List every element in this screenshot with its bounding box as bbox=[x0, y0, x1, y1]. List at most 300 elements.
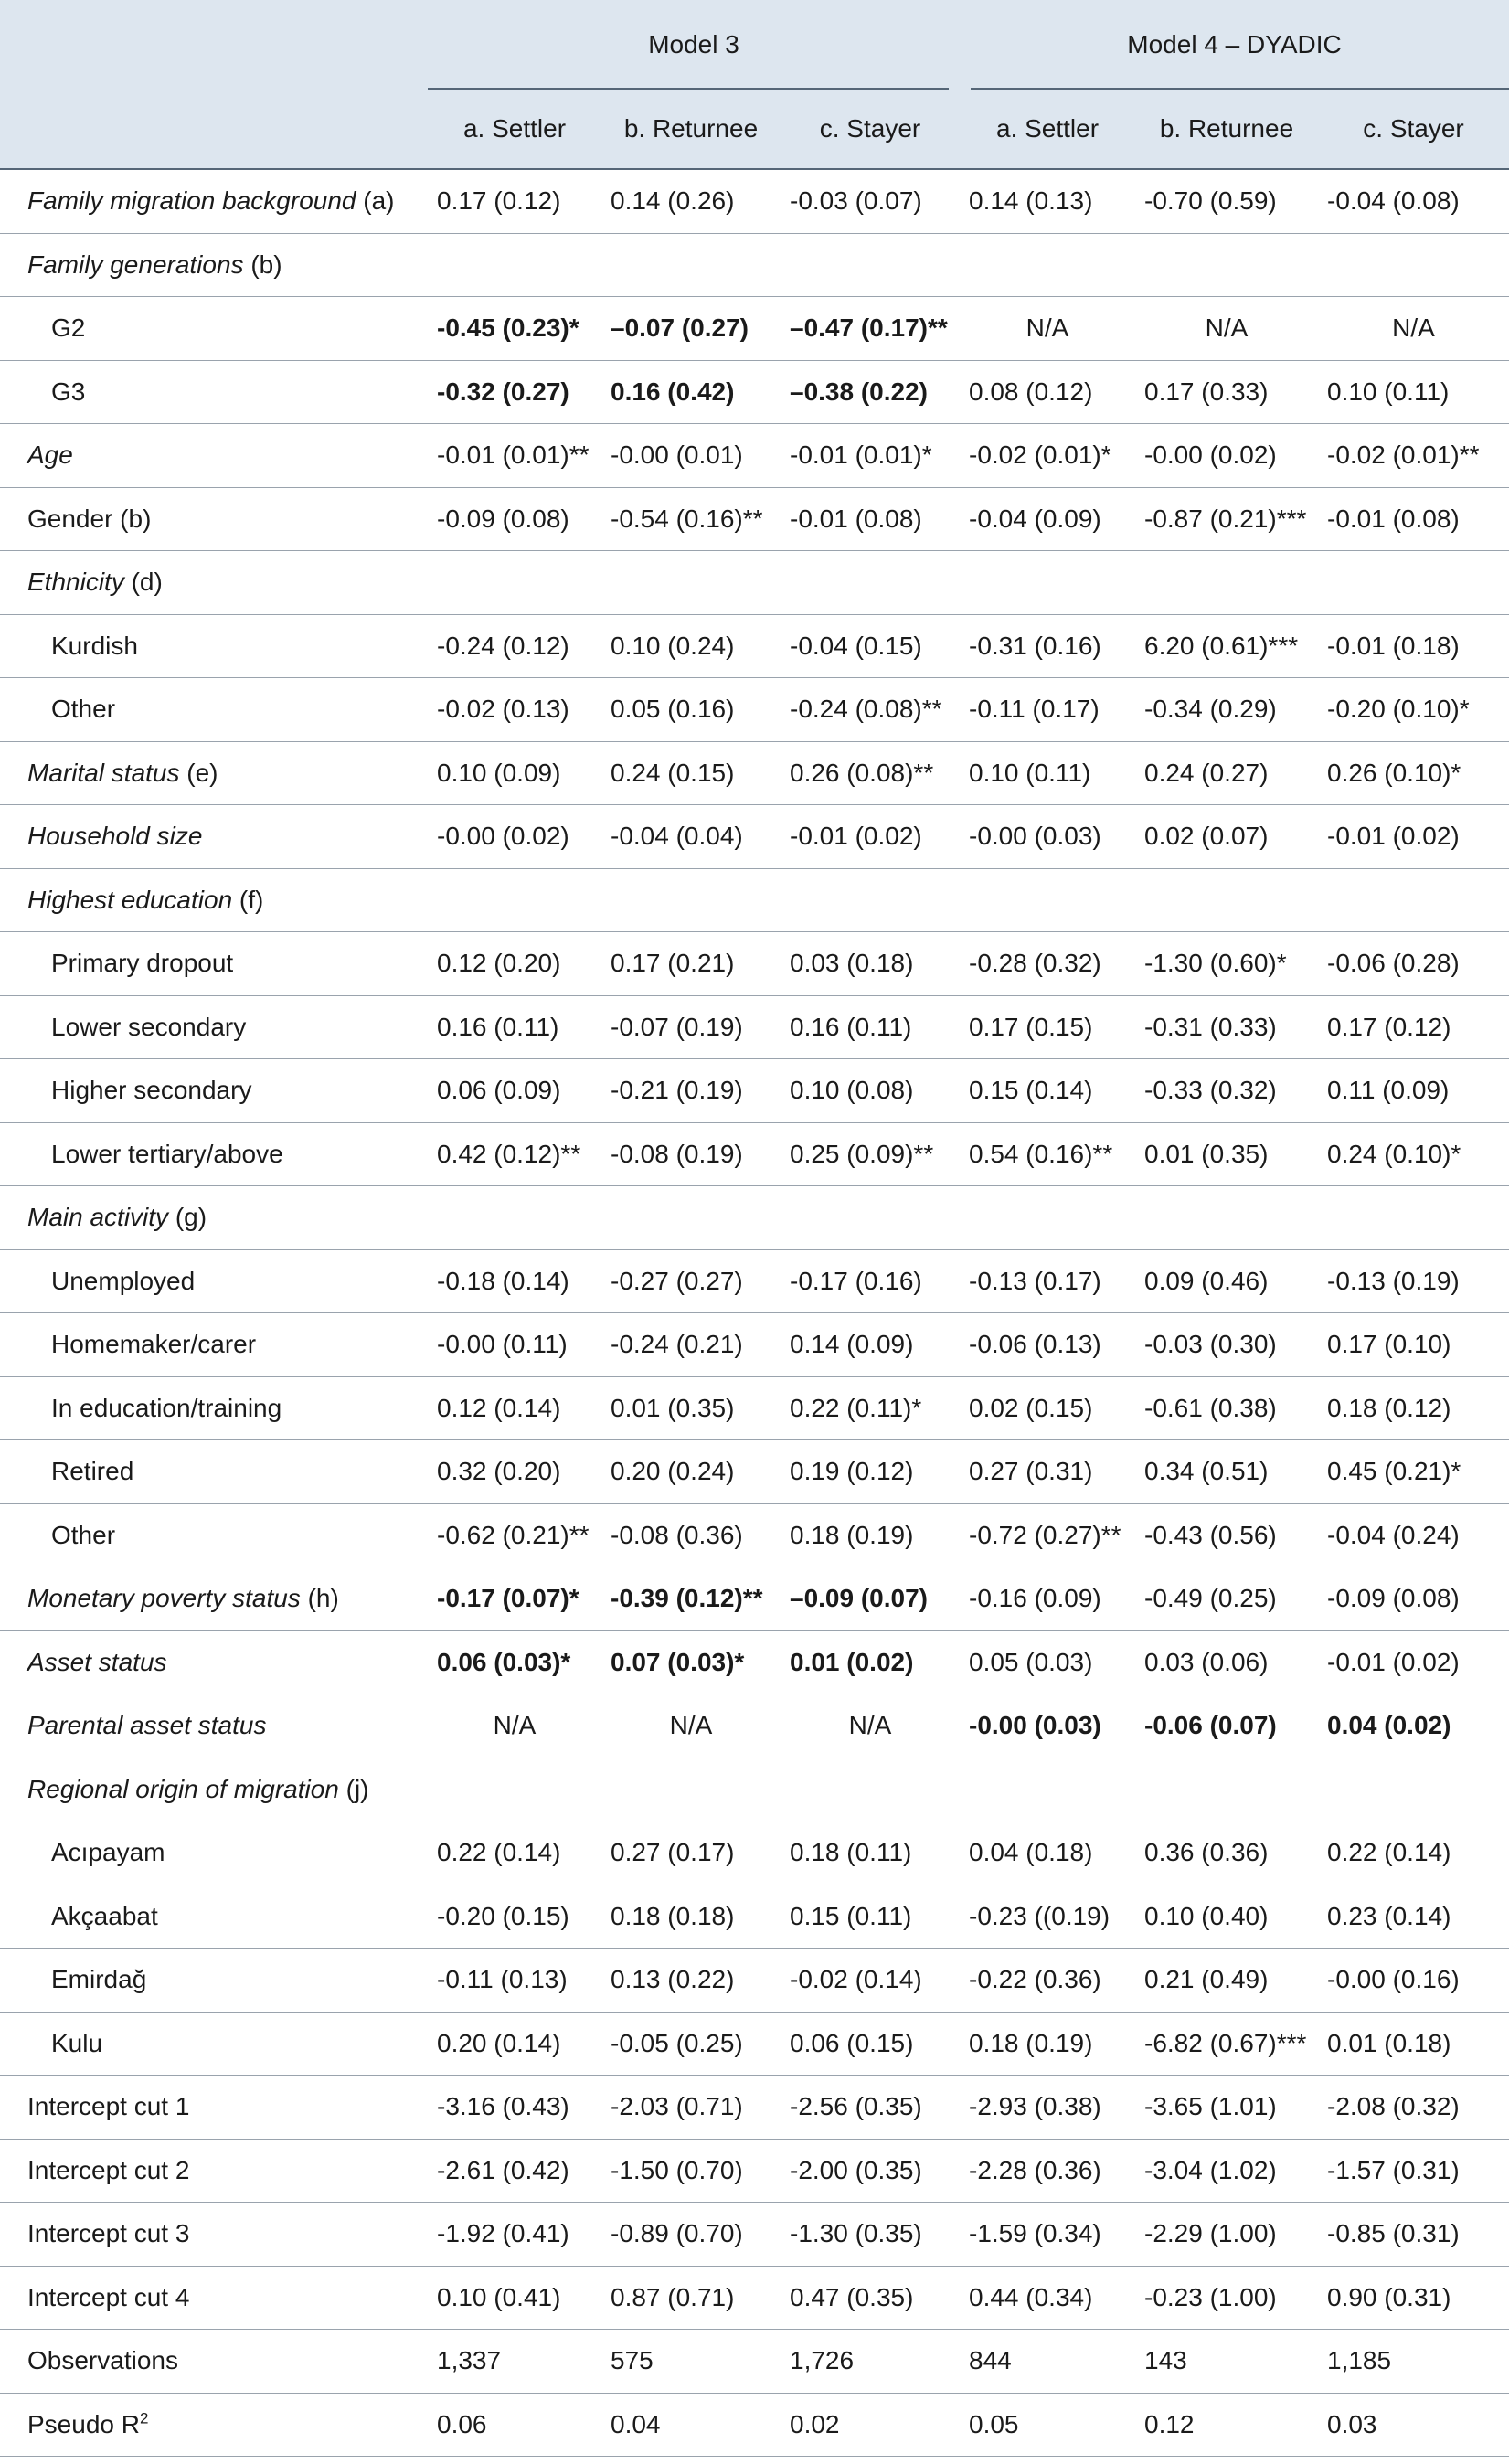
table-cell: 0.17 (0.12) bbox=[428, 169, 601, 233]
row-label bbox=[0, 1821, 428, 1885]
model-3-header bbox=[428, 0, 960, 90]
table-cell: -0.24 (0.08)** bbox=[781, 678, 960, 742]
table-cell: 0.18 (0.18) bbox=[601, 1885, 781, 1949]
row-label bbox=[0, 1122, 428, 1186]
row-label-text: Highest education bbox=[27, 885, 233, 914]
table-cell: -0.00 (0.02) bbox=[428, 805, 601, 869]
row-label bbox=[0, 360, 428, 424]
table-cell bbox=[601, 868, 781, 932]
row-label-text: Observations bbox=[27, 2346, 178, 2375]
row-label-reference: (b) bbox=[112, 504, 152, 533]
row-label-text: Retired bbox=[51, 1457, 134, 1486]
table-cell: 0.32 (0.20) bbox=[428, 1440, 601, 1504]
table-cell bbox=[1318, 868, 1509, 932]
row-label bbox=[0, 551, 428, 615]
table-cell bbox=[428, 868, 601, 932]
table-cell: -1.92 (0.41) bbox=[428, 2203, 601, 2267]
table-cell: -0.45 (0.23)* bbox=[428, 297, 601, 361]
table-cell: 0.02 bbox=[781, 2393, 960, 2457]
table-cell bbox=[781, 233, 960, 297]
table-row bbox=[0, 678, 1509, 742]
table-cell: -0.01 (0.02) bbox=[1318, 1630, 1509, 1694]
table-cell: 0.26 (0.08)** bbox=[781, 741, 960, 805]
table-cell: 0.10 (0.11) bbox=[960, 741, 1135, 805]
row-label-text: Lower tertiary/above bbox=[51, 1139, 283, 1168]
row-label-text: Regional origin of migration bbox=[27, 1774, 339, 1803]
table-row bbox=[0, 1440, 1509, 1504]
row-label-reference: (h) bbox=[300, 1584, 339, 1613]
table-row bbox=[0, 487, 1509, 551]
table-cell: 1,337 bbox=[428, 2330, 601, 2394]
table-cell: 0.02 (0.07) bbox=[1135, 805, 1318, 869]
table-cell: -0.00 (0.01) bbox=[601, 424, 781, 488]
table-cell: -0.05 (0.25) bbox=[601, 2012, 781, 2076]
table-cell: 0.10 (0.40) bbox=[1135, 1885, 1318, 1949]
table-cell: -0.01 (0.08) bbox=[1318, 487, 1509, 551]
row-label bbox=[0, 297, 428, 361]
table-cell: N/A bbox=[960, 297, 1135, 361]
table-row bbox=[0, 233, 1509, 297]
row-label bbox=[0, 805, 428, 869]
table-row bbox=[0, 1630, 1509, 1694]
row-label-text: Homemaker/carer bbox=[51, 1330, 257, 1359]
table-row bbox=[0, 1186, 1509, 1250]
table-cell: 0.05 (0.16) bbox=[601, 678, 781, 742]
table-cell: 0.04 (0.02) bbox=[1318, 1694, 1509, 1758]
table-cell: -0.01 (0.08) bbox=[781, 487, 960, 551]
row-label-text: Acıpayam bbox=[51, 1838, 165, 1867]
table-row bbox=[0, 424, 1509, 488]
table-cell: -0.01 (0.02) bbox=[781, 805, 960, 869]
table-row bbox=[0, 932, 1509, 996]
row-label bbox=[0, 2139, 428, 2203]
column-header: a. Settler bbox=[960, 90, 1135, 169]
table-cell: -0.01 (0.18) bbox=[1318, 614, 1509, 678]
table-cell: 0.13 (0.22) bbox=[601, 1949, 781, 2013]
model-3-label: Model 3 bbox=[648, 30, 739, 58]
table-cell: –0.07 (0.27) bbox=[601, 297, 781, 361]
table-cell bbox=[960, 868, 1135, 932]
table-cell: -0.03 (0.30) bbox=[1135, 1313, 1318, 1377]
table-row bbox=[0, 995, 1509, 1059]
table-cell: -0.06 (0.28) bbox=[1318, 932, 1509, 996]
row-label-text: Asset status bbox=[27, 1647, 167, 1676]
row-label-text: Other bbox=[51, 695, 116, 724]
table-cell: -0.13 (0.19) bbox=[1318, 1249, 1509, 1313]
table-cell: -0.08 (0.19) bbox=[601, 1122, 781, 1186]
table-cell: 0.18 (0.19) bbox=[960, 2012, 1135, 2076]
table-cell: 0.05 (0.03) bbox=[960, 1630, 1135, 1694]
table-row bbox=[0, 1885, 1509, 1949]
table-cell: 0.10 (0.11) bbox=[1318, 360, 1509, 424]
row-label-text: In education/training bbox=[51, 1393, 282, 1422]
table-cell: 0.24 (0.27) bbox=[1135, 741, 1318, 805]
table-cell: -3.65 (1.01) bbox=[1135, 2076, 1318, 2140]
table-cell: 0.17 (0.15) bbox=[960, 995, 1135, 1059]
table-cell: -1.57 (0.31) bbox=[1318, 2139, 1509, 2203]
table-cell: 0.27 (0.17) bbox=[601, 1821, 781, 1885]
table-cell: N/A bbox=[1135, 297, 1318, 361]
table-header bbox=[0, 0, 1509, 169]
table-row bbox=[0, 1122, 1509, 1186]
table-cell: -0.21 (0.19) bbox=[601, 1059, 781, 1123]
table-row bbox=[0, 1949, 1509, 2013]
table-cell: -2.93 (0.38) bbox=[960, 2076, 1135, 2140]
table-cell: -0.11 (0.13) bbox=[428, 1949, 601, 2013]
row-label-text: Gender bbox=[27, 504, 113, 533]
table-cell: -2.08 (0.32) bbox=[1318, 2076, 1509, 2140]
table-cell bbox=[960, 233, 1135, 297]
table-cell: -0.00 (0.03) bbox=[960, 805, 1135, 869]
row-label bbox=[0, 1249, 428, 1313]
table-cell: 0.01 (0.02) bbox=[781, 1630, 960, 1694]
row-label bbox=[0, 2203, 428, 2267]
table-row bbox=[0, 1758, 1509, 1821]
row-label-text: Pseudo R bbox=[27, 2409, 140, 2438]
table-cell bbox=[1135, 1758, 1318, 1821]
row-label bbox=[0, 2012, 428, 2076]
table-cell: 0.34 (0.51) bbox=[1135, 1440, 1318, 1504]
row-label-text: G3 bbox=[51, 377, 86, 406]
table-cell: -0.23 ((0.19) bbox=[960, 1885, 1135, 1949]
table-cell bbox=[601, 551, 781, 615]
row-label bbox=[0, 932, 428, 996]
table-cell: 0.11 (0.09) bbox=[1318, 1059, 1509, 1123]
table-row bbox=[0, 2076, 1509, 2140]
table-cell: 0.14 (0.26) bbox=[601, 169, 781, 233]
row-label-text: Main activity bbox=[27, 1203, 169, 1232]
column-header: a. Settler bbox=[428, 90, 601, 169]
row-label bbox=[0, 995, 428, 1059]
table-cell: –0.09 (0.07) bbox=[781, 1567, 960, 1631]
model-4-header bbox=[960, 0, 1509, 90]
table-cell: -0.00 (0.16) bbox=[1318, 1949, 1509, 2013]
table-cell bbox=[781, 1186, 960, 1250]
table-row bbox=[0, 1376, 1509, 1440]
header-blank bbox=[0, 0, 428, 90]
table-cell: 0.05 bbox=[960, 2393, 1135, 2457]
table-cell: 0.20 (0.24) bbox=[601, 1440, 781, 1504]
table-cell: 0.36 (0.36) bbox=[1135, 1821, 1318, 1885]
table-cell: 143 bbox=[1135, 2330, 1318, 2394]
table-cell: -0.02 (0.01)* bbox=[960, 424, 1135, 488]
table-cell: -0.09 (0.08) bbox=[1318, 1567, 1509, 1631]
row-label bbox=[0, 1758, 428, 1821]
table-cell: 0.18 (0.12) bbox=[1318, 1376, 1509, 1440]
table-cell bbox=[1135, 551, 1318, 615]
table-cell: -0.27 (0.27) bbox=[601, 1249, 781, 1313]
row-label bbox=[0, 2266, 428, 2330]
table-cell: 0.04 bbox=[601, 2393, 781, 2457]
table-cell: 0.19 (0.12) bbox=[781, 1440, 960, 1504]
table-cell: -0.04 (0.09) bbox=[960, 487, 1135, 551]
row-label-text: Kurdish bbox=[51, 631, 138, 660]
table-cell bbox=[601, 1758, 781, 1821]
table-cell: 0.26 (0.10)* bbox=[1318, 741, 1509, 805]
table-cell: 0.10 (0.24) bbox=[601, 614, 781, 678]
table-cell: 575 bbox=[601, 2330, 781, 2394]
table-cell bbox=[601, 233, 781, 297]
column-header: c. Stayer bbox=[1318, 90, 1509, 169]
table-cell: -0.61 (0.38) bbox=[1135, 1376, 1318, 1440]
table-row bbox=[0, 297, 1509, 361]
table-row bbox=[0, 2393, 1509, 2457]
table-cell: -2.00 (0.35) bbox=[781, 2139, 960, 2203]
table-row bbox=[0, 2012, 1509, 2076]
table-cell: -0.34 (0.29) bbox=[1135, 678, 1318, 742]
table-cell: -0.00 (0.02) bbox=[1135, 424, 1318, 488]
table-cell: 0.09 (0.46) bbox=[1135, 1249, 1318, 1313]
table-cell: 0.01 (0.35) bbox=[601, 1376, 781, 1440]
superscript: 2 bbox=[139, 2409, 149, 2427]
row-label-text: Ethnicity bbox=[27, 568, 124, 597]
table-cell: 0.10 (0.09) bbox=[428, 741, 601, 805]
row-label-text: Household size bbox=[27, 822, 203, 851]
table-row bbox=[0, 2266, 1509, 2330]
table-cell: -0.54 (0.16)** bbox=[601, 487, 781, 551]
table-cell: -0.39 (0.12)** bbox=[601, 1567, 781, 1631]
table-cell: 0.12 (0.20) bbox=[428, 932, 601, 996]
table-cell: -0.20 (0.15) bbox=[428, 1885, 601, 1949]
table-row bbox=[0, 1694, 1509, 1758]
table-cell bbox=[781, 551, 960, 615]
table-cell: -0.33 (0.32) bbox=[1135, 1059, 1318, 1123]
row-label bbox=[0, 1186, 428, 1250]
table-cell: -0.62 (0.21)** bbox=[428, 1503, 601, 1567]
table-cell: 0.22 (0.11)* bbox=[781, 1376, 960, 1440]
table-cell: 0.22 (0.14) bbox=[428, 1821, 601, 1885]
row-label-text: Family generations bbox=[27, 250, 244, 279]
row-label bbox=[0, 169, 428, 233]
table-cell: –0.38 (0.22) bbox=[781, 360, 960, 424]
row-label-text: Family migration background bbox=[27, 186, 356, 216]
row-label-text: Other bbox=[51, 1520, 116, 1549]
table-cell: 0.03 bbox=[1318, 2393, 1509, 2457]
table-cell: -3.16 (0.43) bbox=[428, 2076, 601, 2140]
table-cell: 0.10 (0.08) bbox=[781, 1059, 960, 1123]
row-label-text: Higher secondary bbox=[51, 1076, 252, 1105]
table-cell: -0.24 (0.12) bbox=[428, 614, 601, 678]
table-cell: -0.13 (0.17) bbox=[960, 1249, 1135, 1313]
table-row bbox=[0, 868, 1509, 932]
table-cell: 0.03 (0.06) bbox=[1135, 1630, 1318, 1694]
table-cell: -0.20 (0.10)* bbox=[1318, 678, 1509, 742]
row-label bbox=[0, 1313, 428, 1377]
row-label bbox=[0, 678, 428, 742]
row-label bbox=[0, 1885, 428, 1949]
table-cell: -2.03 (0.71) bbox=[601, 2076, 781, 2140]
table-cell: 0.03 (0.18) bbox=[781, 932, 960, 996]
table-cell: -0.70 (0.59) bbox=[1135, 169, 1318, 233]
row-label-reference: (j) bbox=[338, 1774, 369, 1803]
row-label-text: Primary dropout bbox=[51, 949, 234, 978]
row-label-reference: (d) bbox=[123, 568, 163, 597]
table-cell bbox=[1318, 233, 1509, 297]
table-cell bbox=[1318, 551, 1509, 615]
table-cell: 0.08 (0.12) bbox=[960, 360, 1135, 424]
row-label bbox=[0, 2076, 428, 2140]
table-cell: -0.02 (0.13) bbox=[428, 678, 601, 742]
table-cell: 0.54 (0.16)** bbox=[960, 1122, 1135, 1186]
table-cell bbox=[1135, 233, 1318, 297]
table-cell: -6.82 (0.67)*** bbox=[1135, 2012, 1318, 2076]
table-cell: 6.20 (0.61)*** bbox=[1135, 614, 1318, 678]
table-cell: -0.24 (0.21) bbox=[601, 1313, 781, 1377]
table-cell: -0.49 (0.25) bbox=[1135, 1567, 1318, 1631]
row-label bbox=[0, 1440, 428, 1504]
table-cell: -0.31 (0.33) bbox=[1135, 995, 1318, 1059]
table-cell: 0.15 (0.14) bbox=[960, 1059, 1135, 1123]
row-label bbox=[0, 1503, 428, 1567]
table-cell: -0.06 (0.13) bbox=[960, 1313, 1135, 1377]
table-cell bbox=[428, 1186, 601, 1250]
row-label bbox=[0, 1059, 428, 1123]
table-cell: 1,726 bbox=[781, 2330, 960, 2394]
table-cell: N/A bbox=[601, 1694, 781, 1758]
table-cell: 0.87 (0.71) bbox=[601, 2266, 781, 2330]
model-4-label: Model 4 – DYADIC bbox=[1127, 30, 1342, 58]
row-label-text: Intercept cut 4 bbox=[27, 2282, 190, 2311]
table-cell: 0.06 (0.15) bbox=[781, 2012, 960, 2076]
table-cell: -0.09 (0.08) bbox=[428, 487, 601, 551]
table-cell: -0.02 (0.14) bbox=[781, 1949, 960, 2013]
table-cell: –0.47 (0.17)** bbox=[781, 297, 960, 361]
table-cell: -0.03 (0.07) bbox=[781, 169, 960, 233]
table-cell: 0.06 (0.03)* bbox=[428, 1630, 601, 1694]
table-cell: -0.85 (0.31) bbox=[1318, 2203, 1509, 2267]
table-cell: 0.24 (0.10)* bbox=[1318, 1122, 1509, 1186]
table-cell: 0.18 (0.19) bbox=[781, 1503, 960, 1567]
table-cell: -0.01 (0.02) bbox=[1318, 805, 1509, 869]
row-label-reference: (f) bbox=[232, 885, 264, 914]
table-row bbox=[0, 741, 1509, 805]
table-cell: 0.14 (0.13) bbox=[960, 169, 1135, 233]
table-row bbox=[0, 551, 1509, 615]
table-cell: -0.04 (0.04) bbox=[601, 805, 781, 869]
row-label-reference: (e) bbox=[179, 758, 218, 787]
table-row bbox=[0, 360, 1509, 424]
table-cell: -0.04 (0.15) bbox=[781, 614, 960, 678]
table-cell: 0.16 (0.11) bbox=[428, 995, 601, 1059]
table-cell: -3.04 (1.02) bbox=[1135, 2139, 1318, 2203]
table-cell: -0.87 (0.21)*** bbox=[1135, 487, 1318, 551]
table-cell: -0.06 (0.07) bbox=[1135, 1694, 1318, 1758]
table-cell: -1.30 (0.35) bbox=[781, 2203, 960, 2267]
table-cell: 0.07 (0.03)* bbox=[601, 1630, 781, 1694]
table-cell: -0.17 (0.16) bbox=[781, 1249, 960, 1313]
column-header: b. Returnee bbox=[601, 90, 781, 169]
column-header: b. Returnee bbox=[1135, 90, 1318, 169]
table-cell: -0.00 (0.03) bbox=[960, 1694, 1135, 1758]
table-cell: 0.12 bbox=[1135, 2393, 1318, 2457]
table-cell: -0.04 (0.08) bbox=[1318, 169, 1509, 233]
row-label bbox=[0, 614, 428, 678]
row-label bbox=[0, 233, 428, 297]
table-cell bbox=[428, 551, 601, 615]
table-cell bbox=[781, 1758, 960, 1821]
table-cell: -2.61 (0.42) bbox=[428, 2139, 601, 2203]
table-cell: -0.02 (0.01)** bbox=[1318, 424, 1509, 488]
table-cell: 0.22 (0.14) bbox=[1318, 1821, 1509, 1885]
table-cell: 0.25 (0.09)** bbox=[781, 1122, 960, 1186]
table-cell: -0.17 (0.07)* bbox=[428, 1567, 601, 1631]
table-cell: -0.89 (0.70) bbox=[601, 2203, 781, 2267]
table-cell: 0.02 (0.15) bbox=[960, 1376, 1135, 1440]
table-cell: -0.01 (0.01)** bbox=[428, 424, 601, 488]
table-cell: 0.45 (0.21)* bbox=[1318, 1440, 1509, 1504]
row-label bbox=[0, 868, 428, 932]
table-cell: -0.07 (0.19) bbox=[601, 995, 781, 1059]
table-cell: 0.04 (0.18) bbox=[960, 1821, 1135, 1885]
table-cell: -0.18 (0.14) bbox=[428, 1249, 601, 1313]
table-cell: N/A bbox=[1318, 297, 1509, 361]
table-cell bbox=[960, 551, 1135, 615]
row-label bbox=[0, 1630, 428, 1694]
table-cell: 0.06 (0.09) bbox=[428, 1059, 601, 1123]
table-cell: -0.16 (0.09) bbox=[960, 1567, 1135, 1631]
table-cell: -0.04 (0.24) bbox=[1318, 1503, 1509, 1567]
table-cell: 0.24 (0.15) bbox=[601, 741, 781, 805]
table-cell: -0.28 (0.32) bbox=[960, 932, 1135, 996]
table-cell: 0.20 (0.14) bbox=[428, 2012, 601, 2076]
table-cell: 0.17 (0.10) bbox=[1318, 1313, 1509, 1377]
row-label-text: Kulu bbox=[51, 2028, 103, 2057]
table-cell: -0.00 (0.11) bbox=[428, 1313, 601, 1377]
row-label-text: Akçaabat bbox=[51, 1901, 158, 1930]
table-cell: 0.17 (0.33) bbox=[1135, 360, 1318, 424]
table-row bbox=[0, 1059, 1509, 1123]
header-blank bbox=[0, 90, 428, 169]
row-label-text: Age bbox=[27, 441, 73, 470]
table-cell: 0.01 (0.18) bbox=[1318, 2012, 1509, 2076]
table-cell bbox=[1135, 1186, 1318, 1250]
table-cell: 0.21 (0.49) bbox=[1135, 1949, 1318, 2013]
row-label-text: Marital status bbox=[27, 758, 180, 787]
row-label-text: Unemployed bbox=[51, 1266, 196, 1295]
row-label bbox=[0, 741, 428, 805]
row-label-text: Parental asset status bbox=[27, 1711, 267, 1740]
row-label-text: G2 bbox=[51, 313, 86, 343]
table-row bbox=[0, 1249, 1509, 1313]
table-cell: -0.31 (0.16) bbox=[960, 614, 1135, 678]
table-cell: -0.11 (0.17) bbox=[960, 678, 1135, 742]
table-row bbox=[0, 805, 1509, 869]
row-label-text: Intercept cut 2 bbox=[27, 2155, 190, 2184]
table-cell: 0.18 (0.11) bbox=[781, 1821, 960, 1885]
table-cell: 0.16 (0.42) bbox=[601, 360, 781, 424]
table-cell: 0.23 (0.14) bbox=[1318, 1885, 1509, 1949]
row-label bbox=[0, 424, 428, 488]
table-cell: -0.08 (0.36) bbox=[601, 1503, 781, 1567]
row-label-text: Intercept cut 1 bbox=[27, 2092, 190, 2121]
table-row bbox=[0, 1821, 1509, 1885]
table-cell: -0.43 (0.56) bbox=[1135, 1503, 1318, 1567]
table-row bbox=[0, 1567, 1509, 1631]
table-cell: -1.50 (0.70) bbox=[601, 2139, 781, 2203]
row-label-reference: (b) bbox=[243, 250, 282, 279]
table-cell: 0.15 (0.11) bbox=[781, 1885, 960, 1949]
table-cell: 0.44 (0.34) bbox=[960, 2266, 1135, 2330]
table-cell bbox=[781, 868, 960, 932]
table-row bbox=[0, 1313, 1509, 1377]
row-label bbox=[0, 487, 428, 551]
table-cell bbox=[428, 1758, 601, 1821]
table-row bbox=[0, 169, 1509, 233]
table-cell: N/A bbox=[781, 1694, 960, 1758]
table-cell bbox=[601, 1186, 781, 1250]
table-cell bbox=[1318, 1186, 1509, 1250]
table-cell: 0.27 (0.31) bbox=[960, 1440, 1135, 1504]
